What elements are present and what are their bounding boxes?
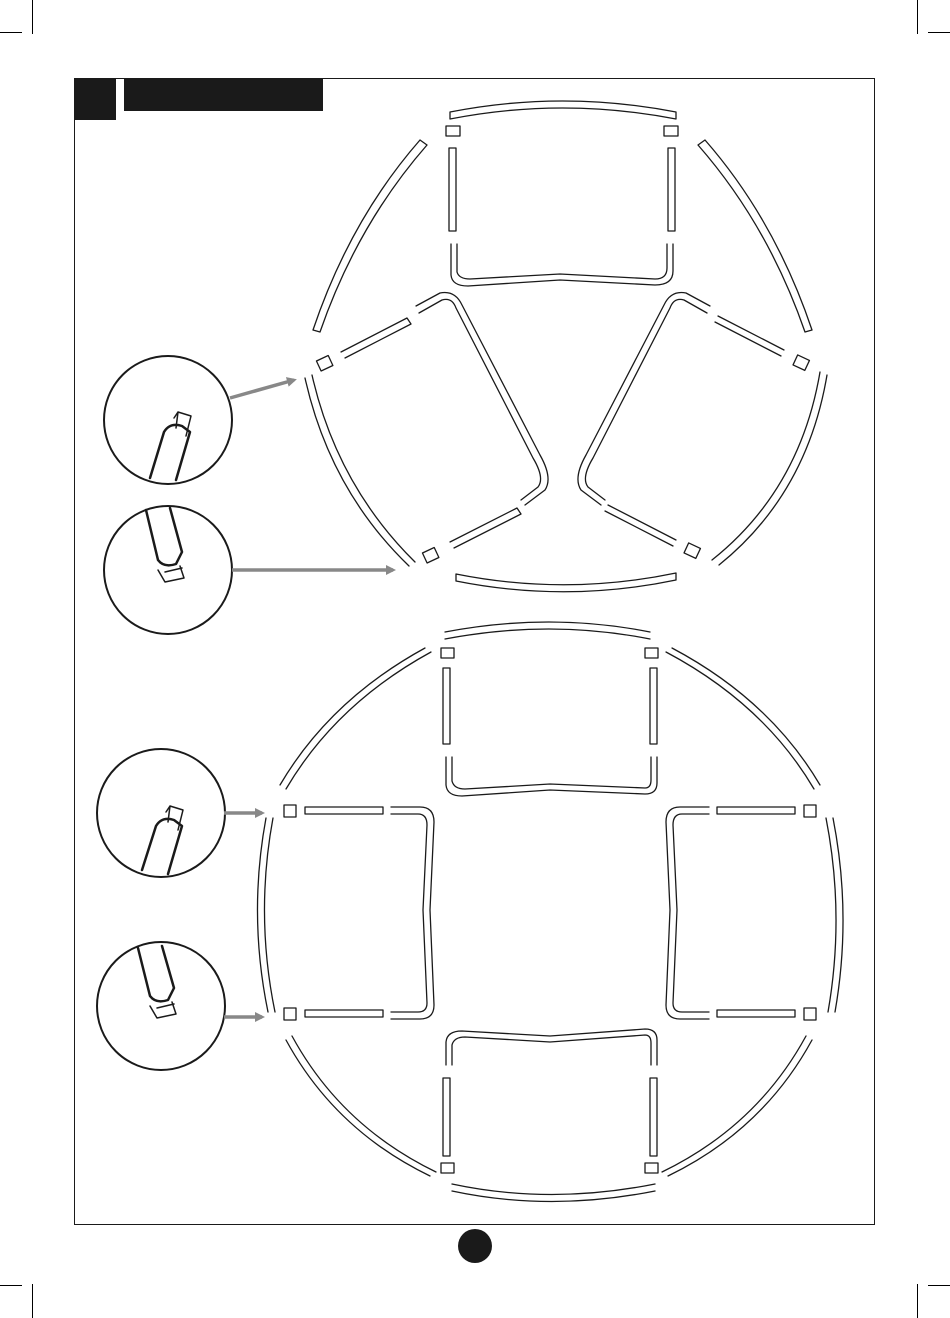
ring-rail xyxy=(452,1184,655,1202)
female-tube-end-icon xyxy=(138,946,174,1001)
leg-tube xyxy=(605,505,676,546)
ring-rail xyxy=(662,1036,812,1176)
t-connector xyxy=(804,1008,816,1020)
detail-2 xyxy=(104,506,232,634)
ring-rail xyxy=(698,140,812,332)
detail-3 xyxy=(97,749,225,877)
ring-rail xyxy=(666,648,820,789)
u-base xyxy=(451,244,673,286)
leg-tube xyxy=(305,807,383,814)
ring-rail xyxy=(313,140,427,332)
leg-tube xyxy=(650,668,657,744)
t-connector xyxy=(441,1163,454,1173)
u-base xyxy=(578,293,710,506)
female-tube-end-icon xyxy=(146,508,182,565)
t-connector xyxy=(793,355,809,370)
leg-tube xyxy=(717,807,795,814)
eight-section-ring xyxy=(257,622,843,1202)
t-connector xyxy=(664,126,678,136)
leg-tube xyxy=(450,508,521,548)
leg-tube xyxy=(449,148,456,231)
t-connector xyxy=(316,356,332,371)
t-connector xyxy=(441,648,454,658)
u-base xyxy=(416,293,548,506)
leg-tube xyxy=(443,668,450,744)
t-connector xyxy=(645,1163,658,1173)
t-connector xyxy=(446,126,460,136)
pointer-arrow xyxy=(230,380,294,398)
u-base xyxy=(446,757,657,796)
u-base xyxy=(446,1029,657,1065)
six-section-ring xyxy=(305,101,827,592)
t-connector xyxy=(284,1008,296,1020)
t-connector xyxy=(804,805,816,817)
u-base xyxy=(666,807,709,1019)
leg-tube xyxy=(650,1078,657,1156)
t-connector xyxy=(684,543,700,558)
detail-1 xyxy=(104,356,232,484)
ring-rail xyxy=(826,818,843,1012)
male-tube-end-icon xyxy=(142,819,182,874)
t-connector xyxy=(422,548,438,563)
ring-rail xyxy=(280,648,431,789)
t-connector xyxy=(284,805,296,817)
ring-rail xyxy=(286,1036,436,1176)
ring-rail xyxy=(445,622,650,639)
leg-tube xyxy=(715,316,784,356)
leg-tube xyxy=(443,1078,450,1156)
ring-rail xyxy=(712,372,827,565)
leg-tube xyxy=(668,148,675,231)
t-connector xyxy=(645,648,658,658)
u-base xyxy=(391,807,434,1019)
ring-rail xyxy=(257,818,275,1012)
leg-tube xyxy=(305,1010,383,1017)
ring-rail xyxy=(305,375,415,566)
leg-tube xyxy=(717,1010,795,1017)
male-tube-end-icon xyxy=(150,425,190,480)
detail-4 xyxy=(97,942,225,1070)
ring-rail xyxy=(456,573,676,592)
leg-tube xyxy=(341,318,411,358)
top-ring-rail xyxy=(450,101,676,119)
